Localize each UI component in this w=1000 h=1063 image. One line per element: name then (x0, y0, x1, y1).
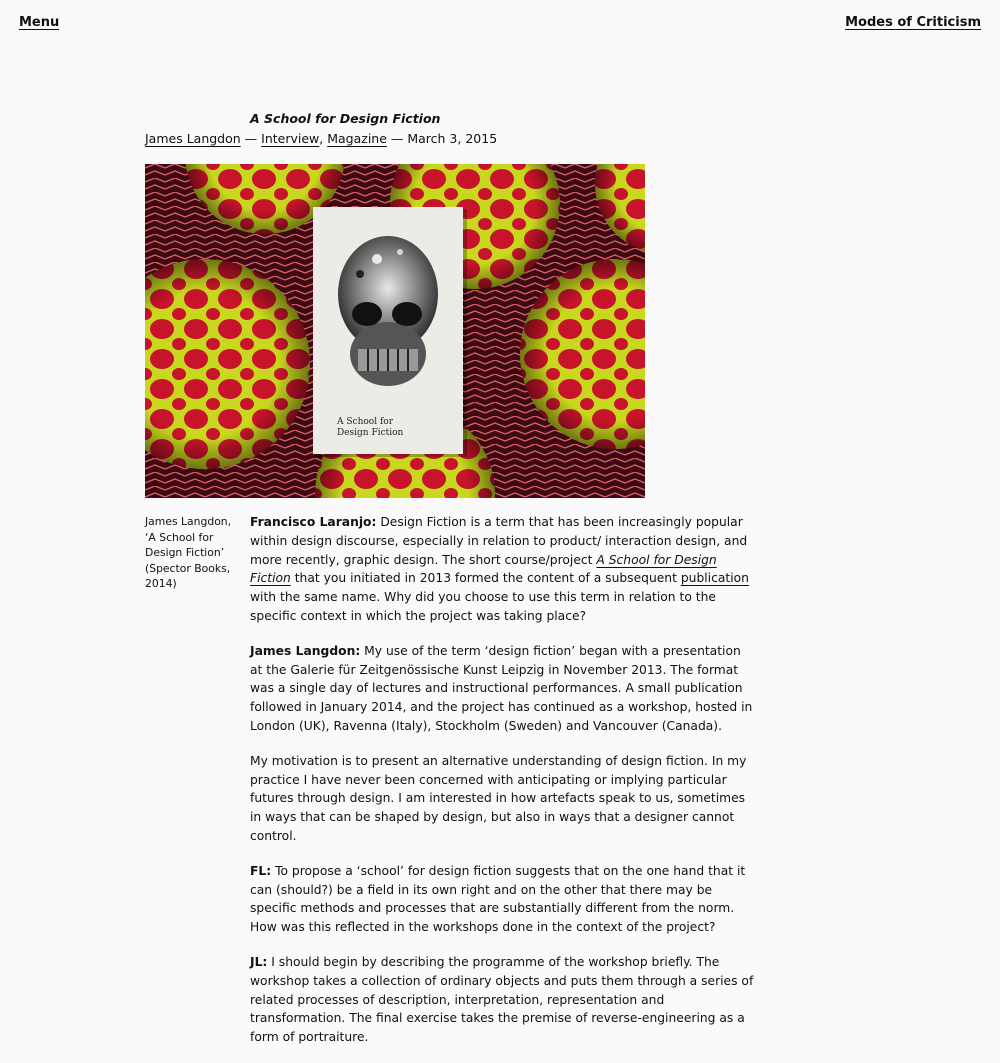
category-link-interview[interactable]: Interview (261, 131, 320, 146)
book-title-line-1: A School for (337, 417, 393, 427)
paragraph-text: I should begin by describing the programme of the workshop briefly. The workshop takes a collection of ordinary objects and puts them through a series of related processes of description, interpretation, representation and transformation. The final exercise takes the premise of reverse-engineering as a form of portraiture. (250, 954, 754, 1045)
publish-date: March 3, 2015 (407, 131, 498, 146)
speaker-name: JL: (250, 954, 268, 969)
paragraph-text: My motivation is to present an alternative understanding of design fiction. In my practice I have never been concerned with anticipating or implying particular futures through design. I am interested in how artefacts speak to us, sometimes in ways that can be shaped by design, but also in ways that a designer cannot control. (250, 753, 747, 843)
book-title-line-2: Design Fiction (337, 428, 404, 438)
paragraph-text: with the same name. Why did you choose to use this term in relation to the specific context in which the project was taking place? (250, 590, 716, 623)
meta-separator: — (240, 131, 262, 146)
site-title-link[interactable]: Modes of Criticism (845, 15, 981, 30)
project-link[interactable]: A School for Design Fiction (250, 552, 717, 586)
speaker-name: James Langdon: (250, 643, 361, 658)
book-cover-photo (145, 164, 645, 498)
book (313, 207, 467, 457)
paragraph-text: My use of the term ‘design fiction’ began with a presentation at the Galerie für Zeitgenössische Kunst Leipzig in November 2013. The format was a single day of lectures and instructional performances. A small publication followed in January 2014, and the project has continued as a workshop, hosted in London (UK), Ravenna (Italy), Stockholm (Sweden) and Vancouver (Canada). (250, 643, 753, 733)
image-caption: James Langdon, ‘A School for Design Fiction’ (Spector Books, 2014) (145, 515, 232, 590)
paragraph-text: Design Fiction is a term that has been increasingly popular within design discourse, especially in relation to product/ interaction design, and more recently, graphic design. The short course/project (250, 515, 748, 567)
paragraph (250, 642, 755, 736)
article-title: A School for Design Fiction (250, 111, 441, 126)
article-body (250, 513, 755, 1063)
paragraph (250, 513, 755, 626)
meta-separator: — (386, 131, 408, 146)
menu-button[interactable]: Menu (19, 15, 60, 30)
paragraph-text: To propose a ‘school’ for design fiction suggests that on the one hand that it can (should?) be a field in its own right and on the other that there may be specific methods and processes that are substantially different from the norm. How was this reflected in the workshops done in the context of the project? (250, 863, 746, 935)
article-meta (145, 131, 497, 146)
speaker-name: FL: (250, 863, 272, 878)
paragraph-text: that you initiated in 2013 formed the content of a subsequent (290, 571, 681, 586)
paragraph (250, 752, 755, 846)
top-bar (19, 15, 981, 35)
speaker-name: Francisco Laranjo: (250, 515, 377, 529)
author-link[interactable]: James Langdon (145, 131, 241, 146)
publication-link[interactable]: publication (680, 571, 749, 586)
meta-comma: , (319, 131, 328, 146)
category-link-magazine[interactable]: Magazine (327, 131, 387, 146)
paragraph (250, 862, 755, 937)
hero-image (145, 164, 645, 498)
skull-illustration (338, 236, 438, 386)
